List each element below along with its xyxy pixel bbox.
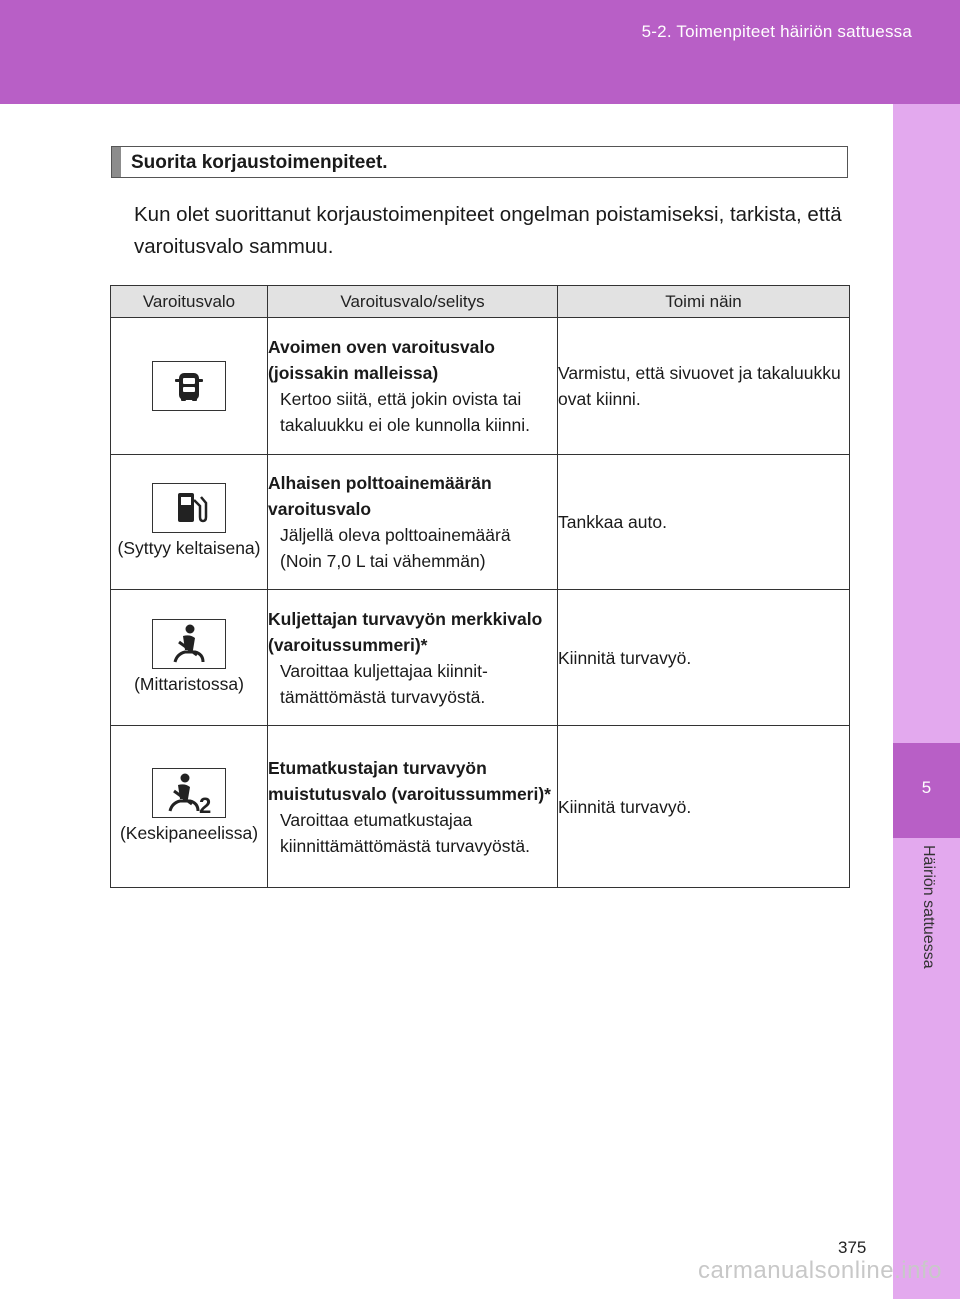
action-cell: Varmistu, että sivuovet ja takaluukku ovat kiinni.: [558, 318, 850, 455]
warning-description: Jäljellä oleva polttoainemäärä (Noin 7,0 L tai vähemmän): [280, 525, 511, 571]
table-row: [111, 726, 850, 888]
section-header-title: 5-2. Toimenpiteet häiriön sattuessa: [641, 22, 912, 41]
description-cell: [268, 590, 558, 726]
action-cell: Kiinnitä turvavyö.: [558, 726, 850, 888]
column-header-action: Toimi näin: [558, 286, 850, 318]
table-row: [111, 455, 850, 590]
chapter-side-tab: [893, 104, 960, 1299]
driver-seatbelt-icon: [152, 619, 226, 669]
chapter-title: Häiriön sattuessa: [919, 845, 937, 969]
warning-description: Varoittaa kuljettajaa kiinnittämättömästä turvavyöstä.: [280, 660, 488, 707]
icon-cell: [111, 726, 268, 888]
chapter-number: 5: [921, 778, 932, 797]
warning-title: Kuljettajan turvavyön merkkivalo (varoitussummeri)*: [268, 608, 543, 655]
action-cell: Tankkaa auto.: [558, 455, 850, 590]
section-marker: [112, 147, 121, 177]
warning-title: Alhaisen polttoainemäärän varoitusvalo: [268, 473, 492, 519]
description-cell: [268, 726, 558, 888]
icon-note: (Mittaristossa): [134, 673, 244, 694]
warning-light-table: [110, 285, 850, 888]
warning-description: Kertoo siitä, että jokin ovista tai takaluukku ei ole kunnolla kiinni.: [280, 389, 531, 435]
section-heading-bar: [111, 146, 848, 178]
open-door-warning-icon: [152, 361, 226, 411]
chapter-title-vertical: [893, 845, 960, 1015]
icon-note: (Keskipaneelissa): [119, 822, 259, 843]
page-number: 375: [838, 1238, 867, 1257]
description-cell: [268, 318, 558, 455]
table-header-row: [111, 286, 850, 318]
description-cell: [268, 455, 558, 590]
warning-description: Varoittaa etumatkustajaa kiinnittämättömästä turvavyöstä.: [280, 809, 530, 856]
column-header-warning-light: Varoitusvalo: [111, 286, 268, 318]
header-band: [0, 0, 960, 104]
warning-title: Avoimen oven varoitusvalo (joissakin malleissa): [268, 337, 495, 383]
icon-cell: [111, 590, 268, 726]
svg-text:2: 2: [199, 792, 212, 817]
watermark: carmanualsonline.info: [698, 1257, 942, 1284]
action-cell: Kiinnitä turvavyö.: [558, 590, 850, 726]
table-row: [111, 318, 850, 455]
intro-paragraph: Kun olet suorittanut korjaustoimenpiteet ongelman poistamiseksi, tarkista, että varoitusvalo sammuu.: [134, 203, 842, 258]
column-header-description: Varoitusvalo/selitys: [268, 286, 558, 318]
fuel-pump-icon: [152, 483, 226, 533]
icon-cell: [111, 318, 268, 455]
section-title: Suorita korjaustoimenpiteet.: [131, 152, 388, 173]
passenger-seatbelt-icon: [152, 768, 226, 818]
table-row: [111, 590, 850, 726]
warning-title: Etumatkustajan turvavyön muistutusvalo (varoitussummeri)*: [268, 757, 551, 804]
icon-cell: [111, 455, 268, 590]
icon-note: (Syttyy keltaisena): [117, 538, 261, 558]
